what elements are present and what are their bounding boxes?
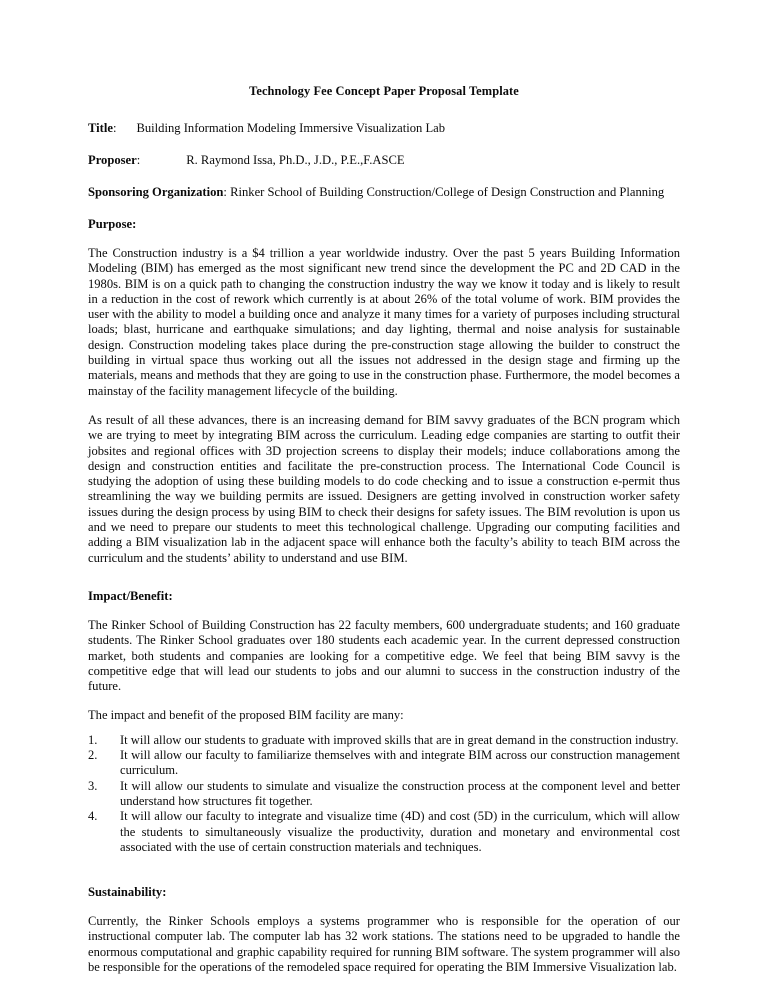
list-item	[88, 779, 680, 810]
field-title-colon: :	[112, 121, 117, 135]
impact-list-lead-in: The impact and benefit of the proposed BIM facility are many:	[88, 708, 404, 723]
field-sponsoring-label: Sponsoring Organization	[88, 185, 224, 199]
section-heading-sustainability: Sustainability:	[88, 885, 167, 900]
list-item-text: It will allow our students to simulate and visualize the construction process at the component level and better understand how structures fit together.	[120, 778, 680, 808]
field-sponsoring-organization	[88, 185, 680, 200]
purpose-paragraph-1: The Construction industry is a $4 trillion a year worldwide industry. Over the past 5 years Building Information Modeling (BIM) has emerged as the most significant new trend since the development the PC and 2D CAD in the 1980s. BIM is on a quick path to changing the construction industry the way we know it today and is likely to result in a reduction in the cost of rework which currently is at about 26% of the total volume of work. BIM provides the user with the ability to model a building once and analyze it many times for a variety of purposes including structural loads; blast, hurricane and earthquake simulations; and day lighting, thermal and noise analysis for sustainable design. Construction modeling takes place during the pre-construction stage allowing the builder to construct the building in virtual space thus working out all the issues not addressed in the design stage and firming up the materials, means and methods that they are going to use in the construction phase. Furthermore, the model becomes a mainstay of the facility management lifecycle of the building.	[88, 246, 680, 398]
field-proposer-value: R. Raymond Issa, Ph.D., J.D., P.E.,F.ASCE	[186, 153, 405, 167]
section-spacer	[88, 869, 680, 885]
section-heading-purpose-colon: :	[132, 217, 137, 231]
field-title-label: Title	[88, 121, 113, 135]
list-item-number: 4.	[88, 809, 98, 824]
list-item	[88, 748, 680, 779]
sustainability-paragraph-1: Currently, the Rinker Schools employs a systems programmer who is responsible for the operation of our instructional computer lab. The computer lab has 32 work stations. The stations need to be upgraded to handle the enormous computational and graphic capability required for running BIM software. The system programmer will also be responsible for the operations of the remodeled space required for operating the BIM Immersive Visualization lab.	[88, 914, 680, 974]
section-heading-impact-text: Impact/Benefit	[88, 588, 169, 603]
section-heading-purpose-text: Purpose	[88, 217, 133, 231]
field-sponsoring-value: Rinker School of Building Construction/College of Design Construction and Planning	[226, 185, 665, 199]
list-item	[88, 733, 680, 748]
purpose-paragraph-2: As result of all these advances, there is an increasing demand for BIM savvy graduates of the BCN program which we are trying to meet by integrating BIM across the curriculum. Leading edge companies are starting to outfit their jobsites and regional offices with 3D projection screens to display their models; induce collaborations among the design and construction entities and facilitate the pre-construction process. The International Code Council is studying the adoption of using these building models to do code checking and to issue a construction e-permit thus streamlining the way we building permits are issued. Designers are getting involved in construction worker safety issues during the design process by using BIM to check their designs for safety issues. The BIM revolution is upon us and we need to prepare our students to meet this technological challenge. Upgrading our computing facilities and adding a BIM visualization lab in the adjacent space will enhance both the faculty’s ability to teach BIM across the curriculum and the students’ ability to understand and use BIM.	[88, 412, 680, 565]
document-title: Technology Fee Concept Paper Proposal Template	[249, 84, 519, 98]
field-proposer	[88, 153, 680, 168]
section-heading-impact-colon: :	[168, 588, 173, 603]
list-item-number: 3.	[88, 778, 98, 793]
section-heading-impact	[88, 589, 680, 604]
list-item-text: It will allow our students to graduate with improved skills that are in great demand in the construction industry.	[120, 732, 679, 747]
list-item-text: It will allow our faculty to integrate and visualize time (4D) and cost (5D) in the curriculum, which will allow the students to simultaneously visualize the productivity, duration and monetary and environmental cost associated with the use of certain construction materials and techniques.	[120, 809, 680, 854]
field-sponsoring-colon: :	[223, 185, 227, 199]
field-proposer-label: Proposer	[88, 153, 137, 167]
impact-benefits-list	[88, 733, 680, 855]
field-proposer-colon: :	[136, 153, 141, 167]
list-item-number: 2.	[88, 748, 98, 763]
field-title	[88, 121, 680, 136]
section-spacer	[88, 580, 680, 589]
impact-paragraph-1: The Rinker School of Building Construction has 22 faculty members, 600 undergraduate students; and 160 graduate students. The Rinker School graduates over 180 students each academic year. In the current depressed construction market, both students and companies are looking for a competitive edge. We feel that being BIM savvy is the competitive edge that will lead our students to jobs and our alumni to success in the construction industry of the future.	[88, 617, 680, 694]
list-item-text: It will allow our faculty to familiarize themselves with and integrate BIM across our construction management curriculum.	[120, 748, 680, 778]
section-heading-purpose	[88, 217, 680, 232]
list-item	[88, 809, 680, 855]
field-title-value: Building Information Modeling Immersive Visualization Lab	[136, 121, 446, 135]
list-item-number: 1.	[88, 732, 98, 747]
